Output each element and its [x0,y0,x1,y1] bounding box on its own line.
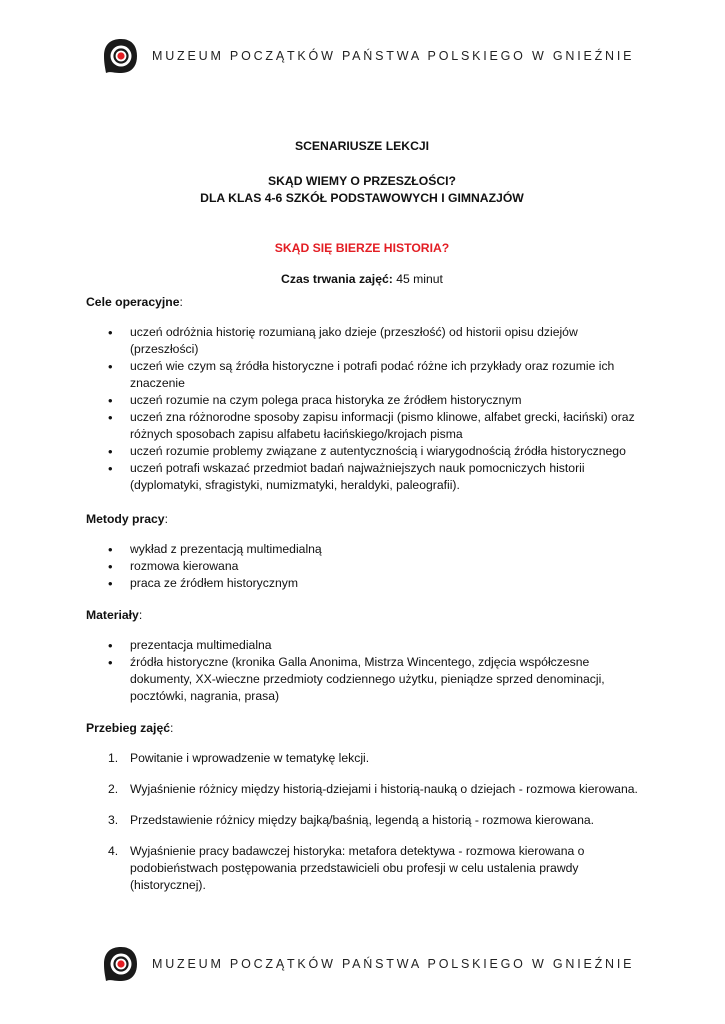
step-item: 2. Wyjaśnienie różnicy między historią-dziejami i historią-nauką o dziejach - rozmowa kierowana. [108,782,638,796]
museum-logo-icon [100,36,140,76]
list-item: • uczeń potrafi wskazać przedmiot badań najważniejszych nauk pomocniczych historii (dyplomatyki, sfragistyki, numizmatyki, heraldyki, paleografii). [86,460,638,494]
list-item: • uczeń zna różnorodne sposoby zapisu informacji (pismo klinowe, alfabet grecki, łaciński) oraz różnych sposobach zapisu alfabetu łacińskiego/krojach pisma [86,409,638,443]
museum-logo-icon [100,944,140,984]
przebieg-heading: Przebieg zajęć: [86,721,174,735]
list-item: • uczeń rozumie problemy związane z autentycznością i wiarygodnością źródła historycznego [86,443,638,460]
list-item: • wykład z prezentacją multimedialną [86,541,638,558]
step-item: 1. Powitanie i wprowadzenie w tematykę lekcji. [108,751,370,765]
materialy-list [86,637,638,705]
step-item: 3. Przedstawienie różnicy między bajką/baśnią, legendą a historią - rozmowa kierowana. [108,813,595,827]
przebieg-list [86,750,638,894]
list-item: • praca ze źródłem historycznym [86,575,638,592]
museum-name: MUZEUM POCZĄTKÓW PAŃSTWA POLSKIEGO W GNIEŹNIE [152,49,635,63]
list-item: • źródła historyczne (kronika Galla Anonima, Mistrza Wincentego, zdjęcia współczesne dokumenty, XX-wieczne przedmioty codziennego użytku, pieniądze sprzed denominacji, pocztówki, nagrania, prasa) [86,654,638,705]
cele-heading: Cele operacyjne: [86,295,183,309]
step-item: 4. Wyjaśnienie pracy badawczej historyka: metafora detektywa - rozmowa kierowana o podobieństwach postępowania przedstawicieli obu profesji w celu ustalenia prawdy (historycznej). [108,844,585,892]
list-item: • prezentacja multimedialna [86,637,638,654]
museum-name: MUZEUM POCZĄTKÓW PAŃSTWA POLSKIEGO W GNIEŹNIE [152,957,635,971]
doc-type: SCENARIUSZE LEKCJI [294,139,430,153]
list-item: • rozmowa kierowana [86,558,638,575]
page-footer [100,942,640,986]
duration-label: Czas trwania zajęć: [281,272,393,286]
list-item: • uczeń odróżnia historię rozumianą jako dzieje (przeszłość) od historii opisu dziejów (przeszłości) [86,324,638,358]
list-item: • uczeń wie czym są źródła historyczne i potrafi podać różne ich przykłady oraz rozumie ich znaczenie [86,358,638,392]
metody-list [86,541,638,592]
duration-value: 45 minut [396,272,443,286]
metody-heading: Metody pracy: [86,512,168,526]
page-title: SKĄD WIEMY O PRZESZŁOŚCI? [267,174,456,188]
list-item: • uczeń rozumie na czym polega praca historyka ze źródłem historycznym [86,392,638,409]
document-body [86,132,638,908]
materialy-heading: Materiały: [86,608,143,622]
cele-list [86,324,638,494]
page-header [100,34,640,78]
lesson-title: SKĄD SIĘ BIERZE HISTORIA? [274,241,450,255]
page-subtitle: DLA KLAS 4-6 SZKÓŁ PODSTAWOWYCH I GIMNAZJÓW [200,191,524,205]
duration-line [86,271,638,288]
